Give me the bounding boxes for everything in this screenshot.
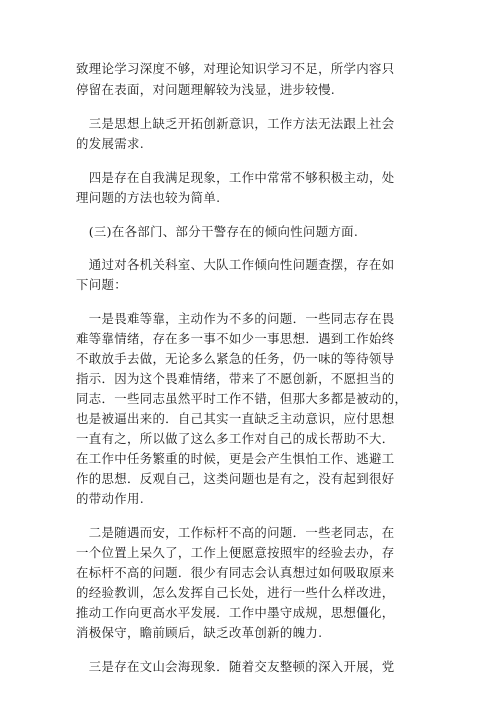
text-line: 一直有之，所以做了这么多工作对自己的成长帮助不大． xyxy=(76,431,395,446)
text-line: 推动工作向更高水平发展．工作中墨守成规，思想僵化， xyxy=(76,605,395,620)
text-line: 三是思想上缺乏开拓创新意识，工作方法无法跟上社会 xyxy=(76,116,395,131)
text-line: 理问题的方法也较为简单. xyxy=(76,190,221,205)
text-line: 二是随遇而安，工作标杆不高的问题．一些老同志，在 xyxy=(76,525,395,540)
text-line: 停留在表面，对问题理解较为浅显，进步较慢. xyxy=(76,82,336,97)
text-line: 下问题： xyxy=(76,277,127,292)
text-line: 四是存在自我满足现象，工作中常常不够积极主动，处 xyxy=(76,170,395,185)
text-line: 指示．因为这个畏难情绪，带来了不愿创新，不愿担当的 xyxy=(76,371,395,386)
text-line: 在工作中任务繁重的时候，更是会产生惧怕工作、逃避工 xyxy=(76,451,395,466)
text-line: 也是被逼出来的．自己其实一直缺乏主动意识，应付思想 xyxy=(76,411,395,426)
text-line: 在标杆不高的问题．很少有同志会认真想过如何吸取原来 xyxy=(76,565,395,580)
text-line: 难等靠情绪，存在多一事不如少一事思想．遇到工作始终 xyxy=(76,331,395,346)
text-line: 三是存在文山会海现象．随着交友整顿的深入开展，党 xyxy=(76,659,395,674)
text-line: 致理论学习深度不够，对理论知识学习不足，所学内容只 xyxy=(76,61,395,76)
text-line: 的经验教训，怎么发挥自己长处，进行一些什么样改进， xyxy=(76,585,395,600)
section-heading: (三)在各部门、部分干警存在的倾向性问题方面. xyxy=(76,224,359,239)
text-line: 不敢放手去做，无论多么紧急的任务，仍一味的等待领导 xyxy=(76,351,395,366)
text-line: 同志．一些同志虽然平时工作不错，但那大多都是被动的， xyxy=(76,391,408,406)
text-line: 的发展需求. xyxy=(76,136,144,151)
text-line: 一个位置上呆久了，工作上便愿意按照牢的经验去办，存 xyxy=(76,545,395,560)
text-line: 一是畏难等靠，主动作为不多的问题．一些同志存在畏 xyxy=(76,311,395,326)
text-line: 作的思想．反观自己，这类问题也是有之，没有起到很好 xyxy=(76,471,395,486)
text-line: 的带动作用. xyxy=(76,491,144,506)
text-line: 消极保守，瞻前顾后，缺乏改革创新的魄力. xyxy=(76,625,323,640)
text-line: 通过对各机关科室、大队工作倾向性问题查摆，存在如 xyxy=(76,257,395,272)
